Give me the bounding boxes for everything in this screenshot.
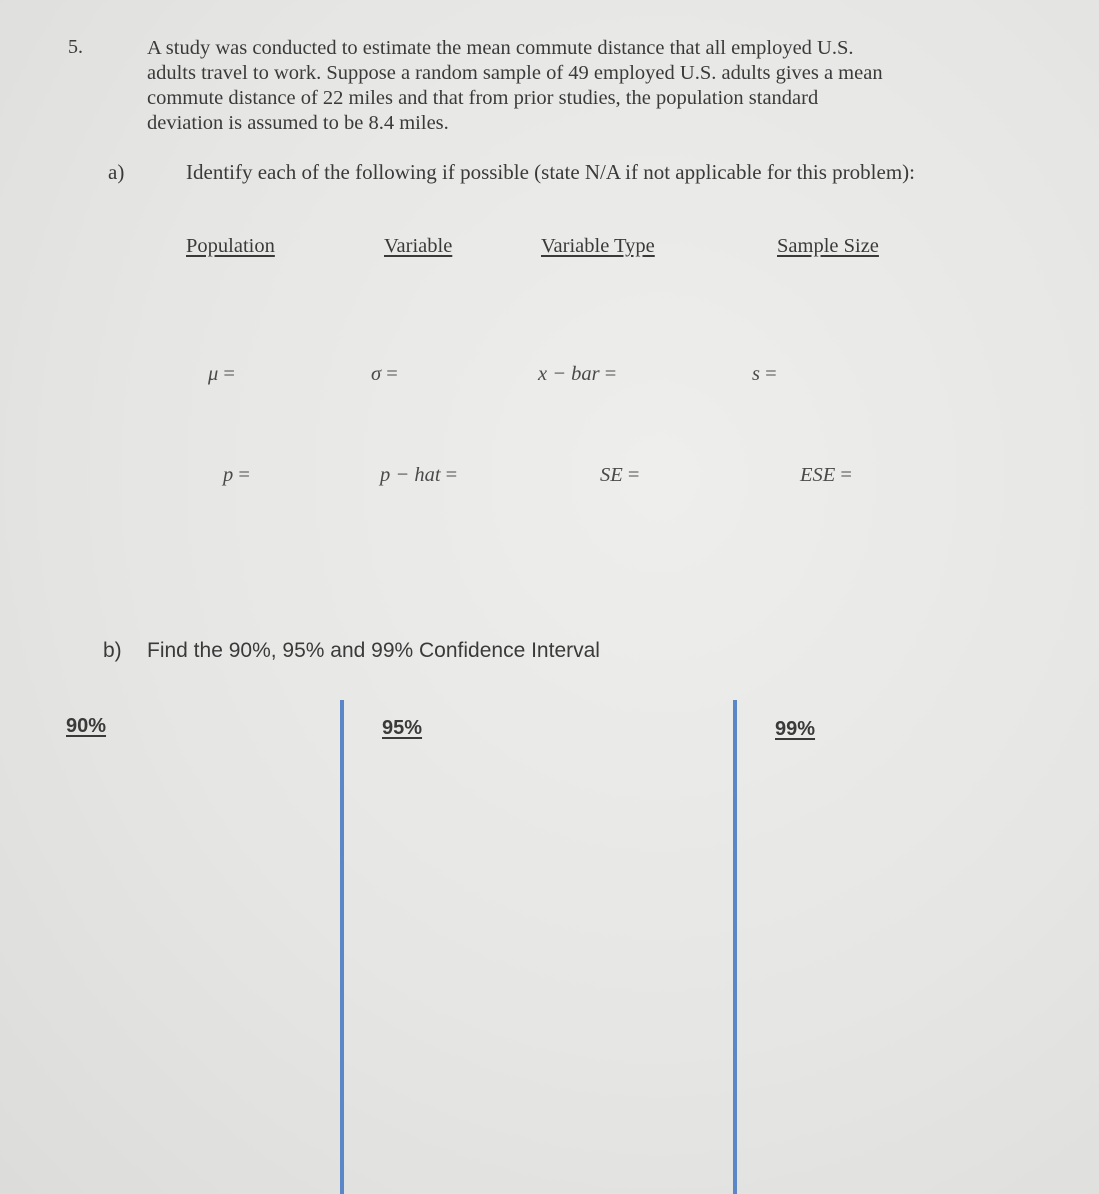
part-a-label: a)	[108, 160, 125, 184]
part-b-instruction: Find the 90%, 95% and 99% Confidence Interval	[147, 639, 600, 662]
symbol-se: SE =	[600, 464, 640, 486]
symbol-s: s =	[752, 363, 777, 385]
header-variable-type: Variable Type	[541, 235, 655, 257]
symbol-ese: ESE =	[800, 464, 852, 486]
question-text: A study was conducted to estimate the mean commute distance that all employed U.S. adults travel to work. Suppose a random sample of 49 employed U.S. adults gives a mean commute distance of 22 miles and that from prior studies, the population standard deviation is assumed to be 8.4 miles.	[147, 37, 883, 134]
header-population: Population	[186, 235, 275, 257]
column-divider	[733, 700, 737, 1194]
column-divider	[340, 700, 344, 1194]
symbol-mu: μ =	[208, 363, 235, 385]
symbol-sigma: σ =	[371, 363, 398, 385]
part-a-instruction: Identify each of the following if possible (state N/A if not applicable for this problem):	[186, 160, 915, 184]
ci-95-header: 95%	[382, 717, 423, 739]
question-number: 5.	[68, 36, 83, 58]
header-sample-size: Sample Size	[777, 235, 879, 257]
symbol-x-bar: x − bar =	[538, 363, 617, 385]
symbol-p: p =	[223, 464, 250, 486]
ci-90-header: 90%	[66, 715, 107, 737]
part-b-label: b)	[103, 639, 122, 662]
header-variable: Variable	[384, 235, 453, 257]
symbol-p-hat: p − hat =	[380, 464, 458, 486]
ci-99-header: 99%	[775, 718, 816, 740]
